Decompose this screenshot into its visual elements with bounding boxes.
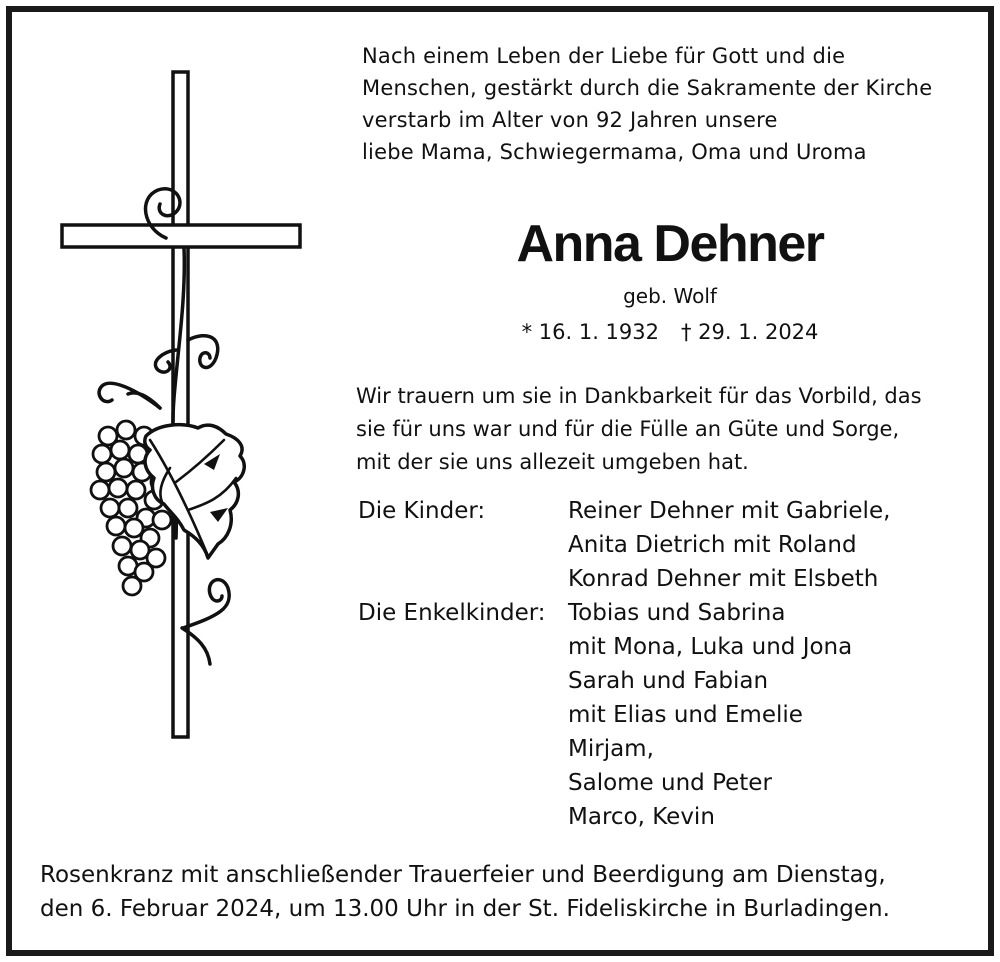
deceased-name: Anna Dehner bbox=[516, 215, 824, 273]
family-row bbox=[358, 630, 978, 664]
service-line: Rosenkranz mit anschließender Trauerfeier und Beerdigung am Dienstag, bbox=[40, 862, 886, 888]
family-member: Sarah und Fabian bbox=[568, 668, 769, 694]
family-member: mit Elias und Emelie bbox=[568, 702, 803, 728]
service-announcement bbox=[40, 858, 970, 926]
family-list bbox=[358, 494, 978, 834]
family-row bbox=[358, 528, 978, 562]
family-row bbox=[358, 562, 978, 596]
family-member: Salome und Peter bbox=[568, 770, 772, 796]
life-dates bbox=[360, 316, 980, 348]
death-date: † 29. 1. 2024 bbox=[681, 320, 819, 344]
family-row bbox=[358, 596, 978, 630]
intro-text bbox=[362, 40, 962, 168]
intro-line: verstarb im Alter von 92 Jahren unsere bbox=[362, 108, 778, 132]
family-member: Reiner Dehner mit Gabriele, bbox=[568, 498, 891, 524]
mourning-line: mit der sie uns allezeit umgeben hat. bbox=[356, 450, 749, 474]
family-row bbox=[358, 732, 978, 766]
mourning-line: Wir trauern um sie in Dankbarkeit für das Vorbild, das bbox=[356, 384, 922, 408]
intro-line: liebe Mama, Schwiegermama, Oma und Uroma bbox=[362, 140, 867, 164]
family-row bbox=[358, 494, 978, 528]
family-group-label: Die Enkelkinder: bbox=[358, 600, 546, 626]
family-row bbox=[358, 664, 978, 698]
family-member: Anita Dietrich mit Roland bbox=[568, 532, 857, 558]
family-member: Marco, Kevin bbox=[568, 804, 715, 830]
cross-with-grapevine-icon bbox=[58, 68, 308, 743]
maiden-name: geb. Wolf bbox=[623, 284, 717, 308]
family-member: Mirjam, bbox=[568, 736, 654, 762]
family-member: Konrad Dehner mit Elsbeth bbox=[568, 566, 879, 592]
family-member: mit Mona, Luka und Jona bbox=[568, 634, 853, 660]
family-row bbox=[358, 698, 978, 732]
mourning-text bbox=[356, 380, 976, 479]
birth-date: * 16. 1. 1932 bbox=[521, 320, 659, 344]
family-row bbox=[358, 800, 978, 834]
family-group-label: Die Kinder: bbox=[358, 498, 486, 524]
intro-line: Nach einem Leben der Liebe für Gott und die bbox=[362, 44, 846, 68]
intro-line: Menschen, gestärkt durch die Sakramente der Kirche bbox=[362, 76, 933, 100]
mourning-line: sie für uns war und für die Fülle an Güte und Sorge, bbox=[356, 417, 900, 441]
family-row bbox=[358, 766, 978, 800]
family-member: Tobias und Sabrina bbox=[568, 600, 786, 626]
service-line: den 6. Februar 2024, um 13.00 Uhr in der St. Fideliskirche in Burladingen. bbox=[40, 896, 890, 922]
